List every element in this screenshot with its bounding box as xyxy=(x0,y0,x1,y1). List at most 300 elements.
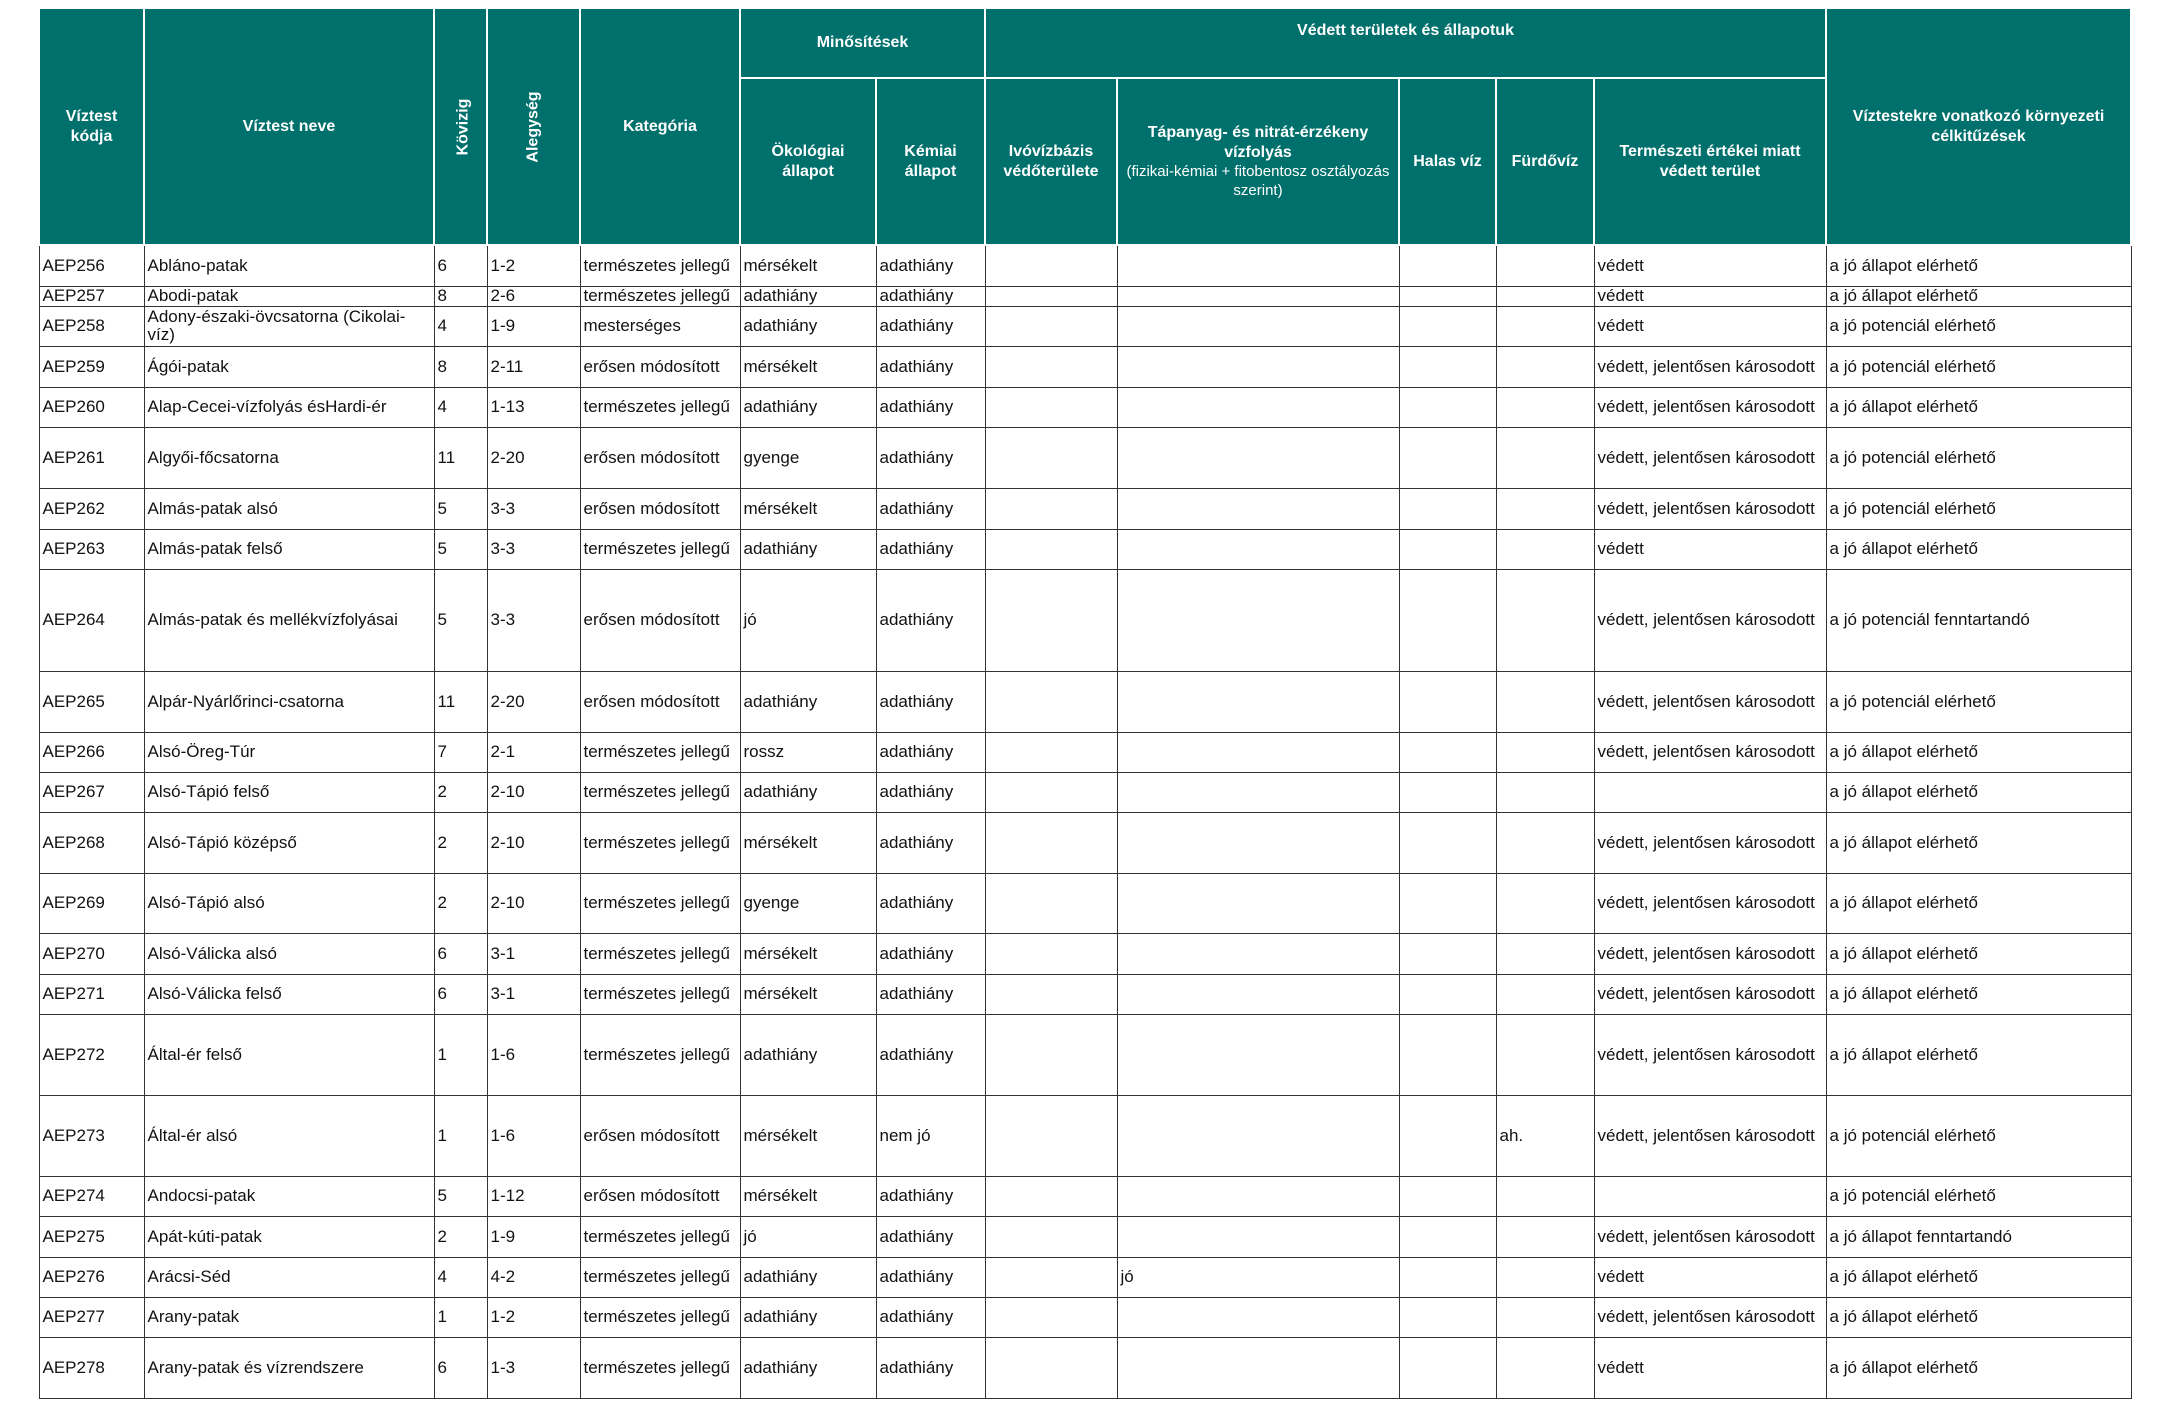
table-body xyxy=(39,245,2131,1398)
cell-okologiai: adathiány xyxy=(740,671,876,732)
cell-ivovizbazis xyxy=(985,488,1117,529)
cell-furdoviz xyxy=(1496,488,1594,529)
cell-kategoria: természetes jellegű xyxy=(580,1337,740,1398)
cell-furdoviz xyxy=(1496,1337,1594,1398)
cell-tapanyag xyxy=(1117,387,1399,427)
cell-celkituzes: a jó állapot elérhető xyxy=(1826,732,2131,772)
cell-code: AEP278 xyxy=(39,1337,144,1398)
table-row xyxy=(39,873,2131,933)
cell-kovizig: 11 xyxy=(434,427,487,488)
header-kategoria: Kategória xyxy=(580,8,740,245)
cell-kovizig: 5 xyxy=(434,529,487,569)
cell-tapanyag xyxy=(1117,488,1399,529)
cell-ivovizbazis xyxy=(985,933,1117,974)
cell-name: Alpár-Nyárlőrinci-csatorna xyxy=(144,671,434,732)
header-celkituzesek: Víztestekre vonatkozó környezeti célkitűzések xyxy=(1826,8,2131,245)
cell-tapanyag xyxy=(1117,671,1399,732)
cell-okologiai: gyenge xyxy=(740,873,876,933)
header-ivovizbazis: Ivóvízbázis védőterülete xyxy=(985,78,1117,245)
cell-termeszeti: védett, jelentősen károsodott xyxy=(1594,1297,1826,1337)
cell-alegyseg: 1-2 xyxy=(487,1297,580,1337)
cell-kovizig: 4 xyxy=(434,306,487,346)
cell-kovizig: 2 xyxy=(434,1216,487,1257)
table-row xyxy=(39,1095,2131,1176)
cell-ivovizbazis xyxy=(985,1014,1117,1095)
cell-ivovizbazis xyxy=(985,286,1117,306)
cell-halas xyxy=(1399,286,1496,306)
cell-code: AEP262 xyxy=(39,488,144,529)
cell-celkituzes: a jó potenciál elérhető xyxy=(1826,427,2131,488)
cell-kemiai: adathiány xyxy=(876,873,985,933)
cell-code: AEP258 xyxy=(39,306,144,346)
cell-furdoviz xyxy=(1496,427,1594,488)
cell-ivovizbazis xyxy=(985,1095,1117,1176)
table-row xyxy=(39,346,2131,387)
cell-furdoviz xyxy=(1496,1216,1594,1257)
cell-code: AEP276 xyxy=(39,1257,144,1297)
cell-okologiai: jó xyxy=(740,1216,876,1257)
cell-code: AEP260 xyxy=(39,387,144,427)
cell-furdoviz xyxy=(1496,974,1594,1014)
cell-halas xyxy=(1399,933,1496,974)
cell-celkituzes: a jó állapot elérhető xyxy=(1826,286,2131,306)
cell-kategoria: erősen módosított xyxy=(580,346,740,387)
cell-okologiai: mérsékelt xyxy=(740,245,876,286)
cell-termeszeti: védett, jelentősen károsodott xyxy=(1594,387,1826,427)
cell-kovizig: 1 xyxy=(434,1014,487,1095)
cell-kategoria: természetes jellegű xyxy=(580,812,740,873)
cell-halas xyxy=(1399,812,1496,873)
cell-alegyseg: 3-1 xyxy=(487,933,580,974)
cell-furdoviz xyxy=(1496,569,1594,671)
table-row xyxy=(39,812,2131,873)
cell-kemiai: adathiány xyxy=(876,529,985,569)
cell-kovizig: 6 xyxy=(434,1337,487,1398)
cell-alegyseg: 2-6 xyxy=(487,286,580,306)
cell-code: AEP257 xyxy=(39,286,144,306)
cell-ivovizbazis xyxy=(985,1176,1117,1216)
cell-ivovizbazis xyxy=(985,306,1117,346)
cell-okologiai: adathiány xyxy=(740,1014,876,1095)
cell-ivovizbazis xyxy=(985,1337,1117,1398)
cell-furdoviz xyxy=(1496,1257,1594,1297)
cell-name: Apát-kúti-patak xyxy=(144,1216,434,1257)
cell-alegyseg: 3-3 xyxy=(487,569,580,671)
cell-celkituzes: a jó potenciál fenntartandó xyxy=(1826,569,2131,671)
cell-celkituzes: a jó állapot elérhető xyxy=(1826,812,2131,873)
cell-celkituzes: a jó állapot elérhető xyxy=(1826,245,2131,286)
cell-kategoria: természetes jellegű xyxy=(580,529,740,569)
cell-halas xyxy=(1399,488,1496,529)
cell-halas xyxy=(1399,245,1496,286)
cell-tapanyag xyxy=(1117,732,1399,772)
cell-termeszeti: védett xyxy=(1594,1257,1826,1297)
cell-termeszeti: védett xyxy=(1594,245,1826,286)
cell-ivovizbazis xyxy=(985,812,1117,873)
cell-alegyseg: 1-9 xyxy=(487,306,580,346)
cell-name: Ágói-patak xyxy=(144,346,434,387)
cell-kemiai: adathiány xyxy=(876,732,985,772)
cell-furdoviz xyxy=(1496,933,1594,974)
cell-code: AEP267 xyxy=(39,772,144,812)
cell-tapanyag xyxy=(1117,427,1399,488)
header-name: Víztest neve xyxy=(144,8,434,245)
cell-alegyseg: 1-13 xyxy=(487,387,580,427)
cell-okologiai: rossz xyxy=(740,732,876,772)
cell-kategoria: természetes jellegű xyxy=(580,873,740,933)
cell-kemiai: adathiány xyxy=(876,306,985,346)
cell-alegyseg: 4-2 xyxy=(487,1257,580,1297)
cell-alegyseg: 1-2 xyxy=(487,245,580,286)
cell-name: Almás-patak és mellékvízfolyásai xyxy=(144,569,434,671)
cell-kemiai: adathiány xyxy=(876,387,985,427)
table-row xyxy=(39,933,2131,974)
table-row xyxy=(39,306,2131,346)
cell-kovizig: 5 xyxy=(434,569,487,671)
cell-ivovizbazis xyxy=(985,427,1117,488)
cell-celkituzes: a jó állapot elérhető xyxy=(1826,873,2131,933)
cell-kovizig: 2 xyxy=(434,812,487,873)
cell-tapanyag xyxy=(1117,286,1399,306)
cell-kategoria: erősen módosított xyxy=(580,1095,740,1176)
cell-termeszeti: védett, jelentősen károsodott xyxy=(1594,1014,1826,1095)
cell-tapanyag xyxy=(1117,1297,1399,1337)
cell-kovizig: 8 xyxy=(434,286,487,306)
cell-halas xyxy=(1399,732,1496,772)
header-kovizig-label: Kövizig xyxy=(454,98,472,155)
cell-tapanyag xyxy=(1117,1014,1399,1095)
cell-furdoviz xyxy=(1496,286,1594,306)
cell-kemiai: adathiány xyxy=(876,245,985,286)
water-body-table-sheet xyxy=(38,7,2130,1407)
cell-kategoria: természetes jellegű xyxy=(580,286,740,306)
cell-code: AEP266 xyxy=(39,732,144,772)
cell-kemiai: adathiány xyxy=(876,974,985,1014)
cell-name: Almás-patak felső xyxy=(144,529,434,569)
cell-furdoviz xyxy=(1496,671,1594,732)
header-kemiai: Kémiai állapot xyxy=(876,78,985,245)
cell-alegyseg: 1-12 xyxy=(487,1176,580,1216)
cell-ivovizbazis xyxy=(985,569,1117,671)
cell-kovizig: 6 xyxy=(434,245,487,286)
cell-termeszeti: védett, jelentősen károsodott xyxy=(1594,671,1826,732)
cell-celkituzes: a jó potenciál elérhető xyxy=(1826,306,2131,346)
table-row xyxy=(39,1337,2131,1398)
cell-furdoviz: ah. xyxy=(1496,1095,1594,1176)
cell-kategoria: természetes jellegű xyxy=(580,974,740,1014)
cell-name: Alsó-Tápió középső xyxy=(144,812,434,873)
cell-code: AEP264 xyxy=(39,569,144,671)
cell-tapanyag xyxy=(1117,346,1399,387)
cell-celkituzes: a jó állapot elérhető xyxy=(1826,933,2131,974)
header-alegyseg xyxy=(487,8,580,245)
table-row xyxy=(39,1176,2131,1216)
cell-halas xyxy=(1399,1216,1496,1257)
cell-celkituzes: a jó potenciál elérhető xyxy=(1826,1095,2131,1176)
cell-kovizig: 11 xyxy=(434,671,487,732)
cell-kemiai: adathiány xyxy=(876,1014,985,1095)
cell-name: Almás-patak alsó xyxy=(144,488,434,529)
cell-tapanyag xyxy=(1117,1176,1399,1216)
cell-okologiai: adathiány xyxy=(740,306,876,346)
cell-name: Abláno-patak xyxy=(144,245,434,286)
cell-halas xyxy=(1399,671,1496,732)
cell-kovizig: 2 xyxy=(434,772,487,812)
cell-kemiai: adathiány xyxy=(876,1176,985,1216)
cell-celkituzes: a jó állapot elérhető xyxy=(1826,529,2131,569)
cell-termeszeti xyxy=(1594,1176,1826,1216)
cell-ivovizbazis xyxy=(985,387,1117,427)
cell-halas xyxy=(1399,1257,1496,1297)
cell-kovizig: 4 xyxy=(434,387,487,427)
cell-name: Alsó-Tápió alsó xyxy=(144,873,434,933)
cell-kemiai: adathiány xyxy=(876,1297,985,1337)
cell-celkituzes: a jó potenciál elérhető xyxy=(1826,488,2131,529)
cell-name: Andocsi-patak xyxy=(144,1176,434,1216)
cell-alegyseg: 2-10 xyxy=(487,873,580,933)
cell-tapanyag xyxy=(1117,1095,1399,1176)
cell-halas xyxy=(1399,772,1496,812)
cell-code: AEP263 xyxy=(39,529,144,569)
cell-kemiai: adathiány xyxy=(876,1216,985,1257)
cell-kategoria: természetes jellegű xyxy=(580,245,740,286)
cell-kemiai: adathiány xyxy=(876,427,985,488)
table-row xyxy=(39,1014,2131,1095)
cell-kategoria: mesterséges xyxy=(580,306,740,346)
cell-ivovizbazis xyxy=(985,1216,1117,1257)
table-row xyxy=(39,772,2131,812)
table-row xyxy=(39,1216,2131,1257)
cell-okologiai: adathiány xyxy=(740,1337,876,1398)
cell-okologiai: adathiány xyxy=(740,772,876,812)
cell-furdoviz xyxy=(1496,245,1594,286)
cell-kategoria: erősen módosított xyxy=(580,1176,740,1216)
cell-code: AEP271 xyxy=(39,974,144,1014)
cell-kovizig: 5 xyxy=(434,1176,487,1216)
cell-name: Arany-patak és vízrendszere xyxy=(144,1337,434,1398)
cell-code: AEP270 xyxy=(39,933,144,974)
cell-ivovizbazis xyxy=(985,245,1117,286)
cell-halas xyxy=(1399,346,1496,387)
cell-tapanyag xyxy=(1117,306,1399,346)
table-row xyxy=(39,732,2131,772)
cell-alegyseg: 1-9 xyxy=(487,1216,580,1257)
cell-alegyseg: 2-1 xyxy=(487,732,580,772)
cell-halas xyxy=(1399,1297,1496,1337)
cell-name: Alap-Cecei-vízfolyás ésHardi-ér xyxy=(144,387,434,427)
cell-name: Adony-északi-övcsatorna (Cikolai-víz) xyxy=(144,306,434,346)
table-header xyxy=(39,8,2131,245)
table-row xyxy=(39,488,2131,529)
cell-okologiai: jó xyxy=(740,569,876,671)
table-row xyxy=(39,387,2131,427)
cell-termeszeti: védett, jelentősen károsodott xyxy=(1594,1095,1826,1176)
cell-alegyseg: 2-10 xyxy=(487,812,580,873)
cell-alegyseg: 2-20 xyxy=(487,671,580,732)
cell-ivovizbazis xyxy=(985,974,1117,1014)
table-row xyxy=(39,1297,2131,1337)
cell-termeszeti: védett, jelentősen károsodott xyxy=(1594,427,1826,488)
cell-code: AEP272 xyxy=(39,1014,144,1095)
cell-alegyseg: 1-6 xyxy=(487,1014,580,1095)
cell-code: AEP274 xyxy=(39,1176,144,1216)
cell-furdoviz xyxy=(1496,306,1594,346)
cell-kovizig: 1 xyxy=(434,1095,487,1176)
cell-termeszeti: védett, jelentősen károsodott xyxy=(1594,569,1826,671)
cell-kategoria: erősen módosított xyxy=(580,569,740,671)
cell-tapanyag xyxy=(1117,245,1399,286)
cell-celkituzes: a jó állapot elérhető xyxy=(1826,1014,2131,1095)
table-row xyxy=(39,569,2131,671)
cell-celkituzes: a jó állapot elérhető xyxy=(1826,974,2131,1014)
cell-celkituzes: a jó állapot elérhető xyxy=(1826,1257,2131,1297)
cell-furdoviz xyxy=(1496,873,1594,933)
cell-furdoviz xyxy=(1496,1176,1594,1216)
cell-termeszeti xyxy=(1594,772,1826,812)
cell-furdoviz xyxy=(1496,772,1594,812)
cell-kategoria: természetes jellegű xyxy=(580,732,740,772)
cell-alegyseg: 3-3 xyxy=(487,529,580,569)
table-row xyxy=(39,529,2131,569)
cell-okologiai: adathiány xyxy=(740,286,876,306)
cell-kemiai: adathiány xyxy=(876,1337,985,1398)
cell-name: Arácsi-Séd xyxy=(144,1257,434,1297)
cell-okologiai: gyenge xyxy=(740,427,876,488)
cell-halas xyxy=(1399,1176,1496,1216)
cell-kovizig: 2 xyxy=(434,873,487,933)
cell-kemiai: adathiány xyxy=(876,1257,985,1297)
header-halas: Halas víz xyxy=(1399,78,1496,245)
cell-alegyseg: 2-11 xyxy=(487,346,580,387)
cell-ivovizbazis xyxy=(985,873,1117,933)
cell-termeszeti: védett xyxy=(1594,1337,1826,1398)
header-tapanyag-main: Tápanyag- és nitrát-érzékeny vízfolyás xyxy=(1147,123,1369,161)
cell-termeszeti: védett, jelentősen károsodott xyxy=(1594,974,1826,1014)
cell-halas xyxy=(1399,529,1496,569)
cell-kemiai: adathiány xyxy=(876,933,985,974)
cell-ivovizbazis xyxy=(985,1257,1117,1297)
header-termeszeti: Természeti értékei miatt védett terület xyxy=(1594,78,1826,245)
cell-code: AEP277 xyxy=(39,1297,144,1337)
cell-tapanyag xyxy=(1117,772,1399,812)
cell-kemiai: adathiány xyxy=(876,488,985,529)
cell-celkituzes: a jó állapot elérhető xyxy=(1826,772,2131,812)
cell-halas xyxy=(1399,306,1496,346)
cell-termeszeti: védett, jelentősen károsodott xyxy=(1594,1216,1826,1257)
cell-name: Alsó-Öreg-Túr xyxy=(144,732,434,772)
cell-name: Alsó-Válicka alsó xyxy=(144,933,434,974)
cell-alegyseg: 2-10 xyxy=(487,772,580,812)
cell-tapanyag xyxy=(1117,974,1399,1014)
cell-kategoria: természetes jellegű xyxy=(580,933,740,974)
table-row xyxy=(39,286,2131,306)
cell-furdoviz xyxy=(1496,529,1594,569)
cell-kovizig: 8 xyxy=(434,346,487,387)
cell-alegyseg: 3-3 xyxy=(487,488,580,529)
table-row xyxy=(39,974,2131,1014)
header-furdoviz: Fürdővíz xyxy=(1496,78,1594,245)
header-tapanyag-sub: (fizikai-kémiai + fitobentosz osztályozás szerint) xyxy=(1126,162,1390,199)
cell-okologiai: mérsékelt xyxy=(740,1095,876,1176)
cell-kategoria: természetes jellegű xyxy=(580,387,740,427)
cell-termeszeti: védett, jelentősen károsodott xyxy=(1594,732,1826,772)
cell-ivovizbazis xyxy=(985,346,1117,387)
cell-furdoviz xyxy=(1496,346,1594,387)
cell-kemiai: adathiány xyxy=(876,286,985,306)
cell-tapanyag xyxy=(1117,933,1399,974)
cell-code: AEP268 xyxy=(39,812,144,873)
cell-celkituzes: a jó állapot elérhető xyxy=(1826,1297,2131,1337)
cell-okologiai: mérsékelt xyxy=(740,812,876,873)
cell-kategoria: erősen módosított xyxy=(580,671,740,732)
cell-ivovizbazis xyxy=(985,529,1117,569)
cell-tapanyag xyxy=(1117,812,1399,873)
cell-furdoviz xyxy=(1496,1297,1594,1337)
cell-kemiai: adathiány xyxy=(876,671,985,732)
cell-halas xyxy=(1399,1014,1496,1095)
cell-okologiai: adathiány xyxy=(740,529,876,569)
cell-termeszeti: védett xyxy=(1594,306,1826,346)
cell-ivovizbazis xyxy=(985,732,1117,772)
cell-halas xyxy=(1399,569,1496,671)
cell-okologiai: mérsékelt xyxy=(740,346,876,387)
cell-kovizig: 7 xyxy=(434,732,487,772)
cell-name: Arany-patak xyxy=(144,1297,434,1337)
cell-halas xyxy=(1399,427,1496,488)
cell-code: AEP265 xyxy=(39,671,144,732)
cell-termeszeti: védett, jelentősen károsodott xyxy=(1594,812,1826,873)
cell-alegyseg: 1-3 xyxy=(487,1337,580,1398)
cell-kovizig: 5 xyxy=(434,488,487,529)
table-row xyxy=(39,245,2131,286)
cell-kemiai: adathiány xyxy=(876,812,985,873)
cell-celkituzes: a jó állapot fenntartandó xyxy=(1826,1216,2131,1257)
cell-okologiai: adathiány xyxy=(740,1297,876,1337)
cell-termeszeti: védett, jelentősen károsodott xyxy=(1594,488,1826,529)
cell-code: AEP269 xyxy=(39,873,144,933)
header-vedett-teruletek: Védett területek és állapotuk xyxy=(985,8,1826,78)
cell-name: Algyői-főcsatorna xyxy=(144,427,434,488)
header-alegyseg-label: Alegység xyxy=(524,90,542,163)
cell-kategoria: erősen módosított xyxy=(580,427,740,488)
cell-ivovizbazis xyxy=(985,671,1117,732)
cell-kategoria: természetes jellegű xyxy=(580,1297,740,1337)
cell-code: AEP261 xyxy=(39,427,144,488)
cell-kategoria: természetes jellegű xyxy=(580,1216,740,1257)
cell-ivovizbazis xyxy=(985,1297,1117,1337)
cell-celkituzes: a jó potenciál elérhető xyxy=(1826,1176,2131,1216)
cell-celkituzes: a jó állapot elérhető xyxy=(1826,387,2131,427)
cell-termeszeti: védett xyxy=(1594,286,1826,306)
cell-code: AEP259 xyxy=(39,346,144,387)
cell-alegyseg: 1-6 xyxy=(487,1095,580,1176)
cell-okologiai: mérsékelt xyxy=(740,974,876,1014)
cell-termeszeti: védett, jelentősen károsodott xyxy=(1594,346,1826,387)
table-row xyxy=(39,427,2131,488)
cell-celkituzes: a jó potenciál elérhető xyxy=(1826,671,2131,732)
cell-termeszeti: védett, jelentősen károsodott xyxy=(1594,873,1826,933)
cell-kategoria: természetes jellegű xyxy=(580,772,740,812)
header-minositesek: Minősítések xyxy=(740,8,985,78)
cell-termeszeti: védett, jelentősen károsodott xyxy=(1594,933,1826,974)
cell-name: Alsó-Tápió felső xyxy=(144,772,434,812)
cell-tapanyag: jó xyxy=(1117,1257,1399,1297)
table-row xyxy=(39,1257,2131,1297)
cell-halas xyxy=(1399,873,1496,933)
cell-kemiai: adathiány xyxy=(876,346,985,387)
cell-code: AEP275 xyxy=(39,1216,144,1257)
cell-kategoria: természetes jellegű xyxy=(580,1014,740,1095)
